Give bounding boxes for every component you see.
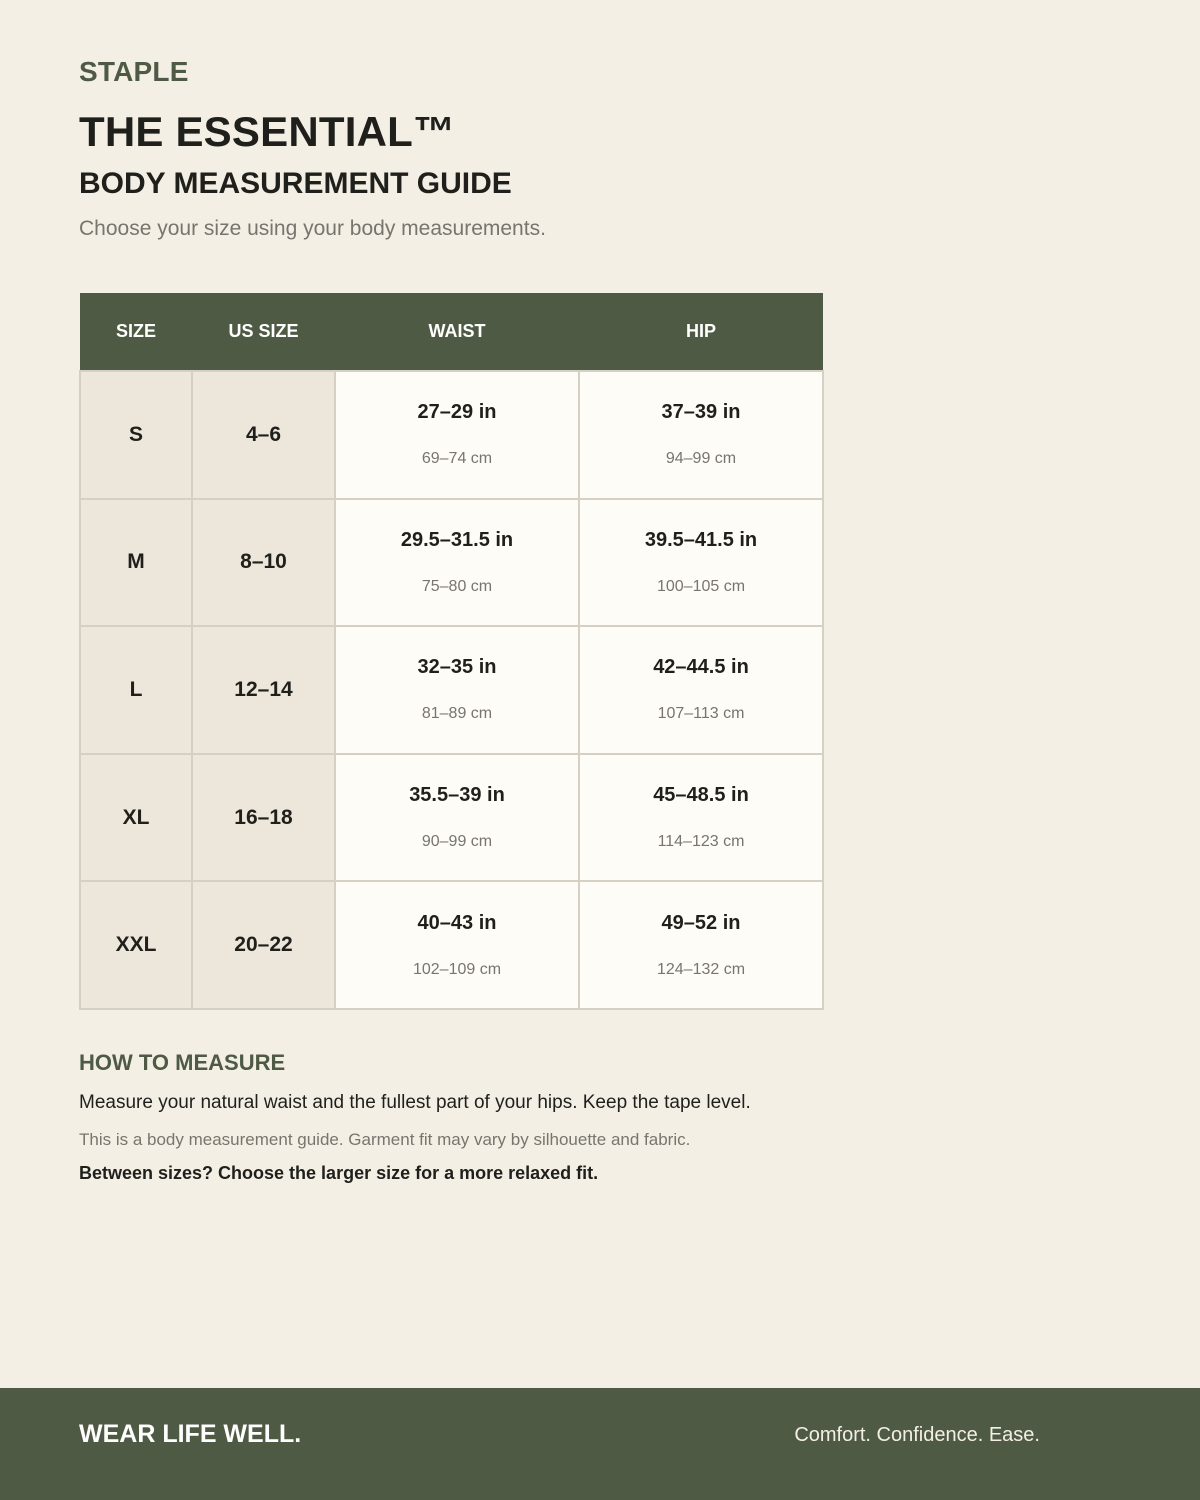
size-cell: XXL: [80, 881, 192, 1009]
us-size-cell: 16–18: [192, 754, 335, 882]
waist-cell: [335, 754, 579, 882]
intro-text: Choose your size using your body measurements.: [79, 217, 546, 240]
column-header-hip: HIP: [579, 293, 823, 371]
column-header-us-size: US SIZE: [192, 293, 335, 371]
table-row: [80, 881, 823, 1009]
waist-centimeters: 90–99 cm: [421, 833, 493, 851]
hip-cell: [579, 754, 823, 882]
us-size-cell: 4–6: [192, 371, 335, 499]
size-chart-table: [79, 293, 824, 1010]
hip-inches: 37–39 in: [661, 401, 741, 424]
us-size-cell: 8–10: [192, 499, 335, 627]
how-to-measure-heading: HOW TO MEASURE: [79, 1050, 286, 1075]
hip-centimeters: 114–123 cm: [657, 833, 745, 851]
waist-inches: 35.5–39 in: [409, 784, 505, 807]
hip-cell: [579, 626, 823, 754]
waist-inches: 29.5–31.5 in: [400, 528, 514, 551]
page-title: THE ESSENTIAL™: [79, 108, 456, 155]
hip-inches: 42–44.5 in: [653, 656, 749, 679]
measure-instructions: Measure your natural waist and the fullest part of your hips. Keep the tape level.: [79, 1092, 751, 1113]
table-row: [80, 626, 823, 754]
hip-centimeters: 107–113 cm: [657, 705, 745, 723]
table-header-row: [80, 293, 823, 371]
size-cell: XL: [80, 754, 192, 882]
hip-inches: 49–52 in: [661, 911, 741, 934]
footer-tagline: Comfort. Confidence. Ease.: [794, 1424, 1040, 1446]
waist-cell: [335, 626, 579, 754]
us-size-cell: 20–22: [192, 881, 335, 1009]
waist-cell: [335, 499, 579, 627]
waist-centimeters: 75–80 cm: [421, 577, 493, 595]
waist-inches: 32–35 in: [417, 656, 497, 679]
waist-centimeters: 102–109 cm: [412, 960, 502, 978]
page-subtitle: BODY MEASUREMENT GUIDE: [79, 167, 512, 200]
table-row: [80, 499, 823, 627]
size-cell: M: [80, 499, 192, 627]
fit-disclaimer: This is a body measurement guide. Garment fit may vary by silhouette and fabric.: [79, 1130, 691, 1149]
brand-name: STAPLE: [79, 56, 189, 87]
us-size-cell: 12–14: [192, 626, 335, 754]
size-cell: S: [80, 371, 192, 499]
column-header-waist: WAIST: [335, 293, 579, 371]
waist-centimeters: 69–74 cm: [421, 450, 493, 468]
hip-centimeters: 124–132 cm: [656, 960, 746, 978]
table-row: [80, 371, 823, 499]
waist-inches: 40–43 in: [417, 911, 497, 934]
hip-cell: [579, 371, 823, 499]
between-sizes-tip: Between sizes? Choose the larger size for a more relaxed fit.: [79, 1163, 599, 1183]
waist-cell: [335, 371, 579, 499]
table-row: [80, 754, 823, 882]
hip-cell: [579, 499, 823, 627]
footer-bar: [0, 1388, 1200, 1500]
waist-cell: [335, 881, 579, 1009]
waist-inches: 27–29 in: [417, 401, 497, 424]
column-header-size: SIZE: [80, 293, 192, 371]
waist-centimeters: 81–89 cm: [421, 705, 493, 723]
hip-inches: 39.5–41.5 in: [644, 528, 758, 551]
hip-inches: 45–48.5 in: [653, 784, 749, 807]
hip-cell: [579, 881, 823, 1009]
hip-centimeters: 94–99 cm: [665, 450, 737, 468]
footer-slogan: WEAR LIFE WELL.: [79, 1420, 302, 1448]
size-cell: L: [80, 626, 192, 754]
hip-centimeters: 100–105 cm: [656, 577, 746, 595]
